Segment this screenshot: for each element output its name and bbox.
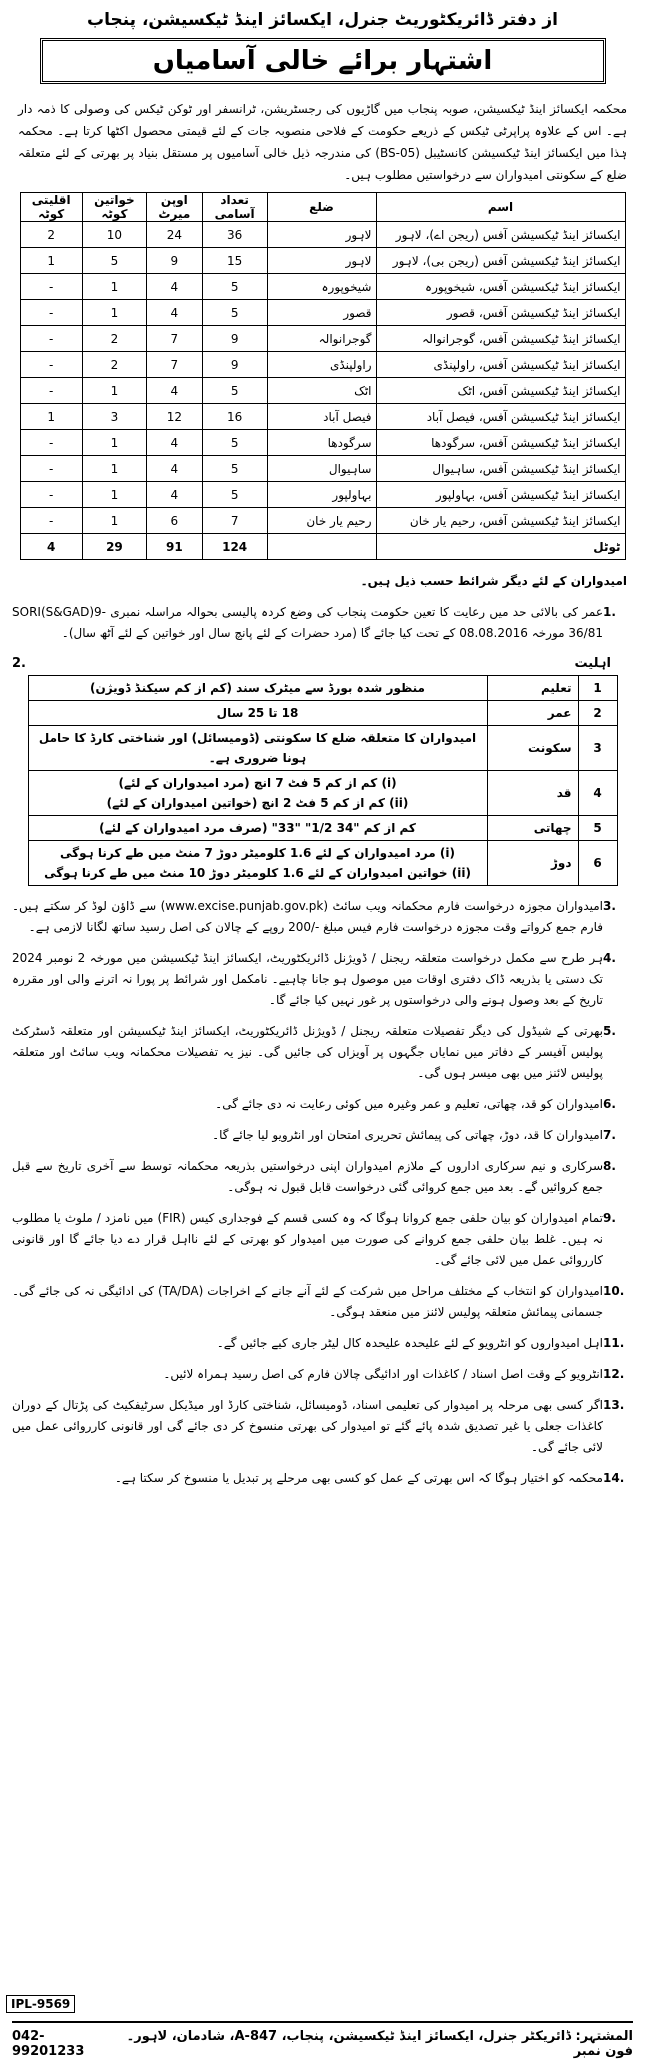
eligibility-detail bbox=[28, 771, 487, 816]
eligibility-title: اہلیت bbox=[574, 656, 611, 671]
cell-posts: 36 bbox=[202, 222, 267, 248]
total-women: 29 bbox=[82, 534, 146, 560]
eligibility-number: 6 bbox=[578, 841, 617, 886]
condition-text: امیدواران کو قد، چھاتی، تعلیم و عمر وغیرہ میں کوئی رعایت نہ دی جائے گی۔ bbox=[215, 1097, 603, 1111]
condition-item bbox=[12, 1156, 633, 1198]
eligibility-label: قد bbox=[487, 771, 578, 816]
cell-office: ایکسائز اینڈ ٹیکسیشن آفس، سرگودھا bbox=[376, 430, 625, 456]
cell-minority-quota: - bbox=[20, 274, 82, 300]
cell-minority-quota: - bbox=[20, 352, 82, 378]
cell-district: قصور bbox=[267, 300, 376, 326]
eligibility-detail-line: (i) مرد امیدواران کے لئے 1.6 کلومیٹر دوڑ 7 منٹ میں طے کرنا ہوگی bbox=[60, 846, 455, 860]
total-district bbox=[267, 534, 376, 560]
eligibility-row bbox=[28, 701, 617, 726]
cell-minority-quota: 1 bbox=[20, 248, 82, 274]
cell-posts: 5 bbox=[202, 456, 267, 482]
eligibility-number: 2 bbox=[578, 701, 617, 726]
cell-women-quota: 1 bbox=[82, 378, 146, 404]
condition-item bbox=[12, 1333, 633, 1354]
advertiser-footer bbox=[12, 2021, 633, 2059]
cell-district: اٹک bbox=[267, 378, 376, 404]
col-open-merit: اوپن میرٹ bbox=[146, 193, 202, 222]
vacancy-row bbox=[20, 404, 625, 430]
advertiser-text: المشتہر: ڈائریکٹر جنرل، ایکسائز اینڈ ٹیکسیشن، پنجاب، A-847، شادمان، لاہور۔ فون نمبر bbox=[126, 2029, 633, 2059]
cell-open-merit: 4 bbox=[146, 482, 202, 508]
cell-open-merit: 9 bbox=[146, 248, 202, 274]
condition-text: ہر طرح سے مکمل درخواست متعلقہ ریجنل / ڈویژنل ڈائریکٹوریٹ، ایکسائز اینڈ ٹیکسیشن میں مورخہ 2 نومبر 2024 تک دستی یا بذریعہ ڈاک دفتری اوقات میں موصول ہو جانا چاہیے۔ نامکمل اور شرائط پر پورا نہ اترنے والی اور مقررہ تاریخ کے بعد وصول ہونے والی درخواستوں پر غور نہیں کیا جائے گا۔ bbox=[12, 951, 603, 1007]
eligibility-label: عمر bbox=[487, 701, 578, 726]
eligibility-label: دوڑ bbox=[487, 841, 578, 886]
eligibility-label: سکونت bbox=[487, 726, 578, 771]
cell-posts: 9 bbox=[202, 352, 267, 378]
condition-item bbox=[12, 1468, 633, 1489]
vacancy-row bbox=[20, 352, 625, 378]
cell-district: سرگودھا bbox=[267, 430, 376, 456]
cell-minority-quota: - bbox=[20, 482, 82, 508]
condition-number: 11. bbox=[603, 1336, 625, 1350]
condition-text: سرکاری و نیم سرکاری اداروں کے ملازم امیدواران اپنی درخواستیں بذریعہ محکمانہ توسط سے آخری تاریخ سے قبل جمع کروائیں گے۔ بعد میں جمع کروائی گئی درخواست قابل قبول نہ ہوگی۔ bbox=[12, 1159, 603, 1194]
vacancy-row bbox=[20, 300, 625, 326]
condition-text: امیدواران مجوزہ درخواست فارم محکمانہ ویب سائٹ (www.excise.punjab.gov.pk) سے ڈاؤن لوڈ کر سکتے ہیں۔ فارم جمع کرواتے وقت مجوزہ درخواست فارم فیس مبلغ -/200 روپے کے چالان کی اصل رسید ساتھ لگانا لازمی ہے۔ bbox=[12, 899, 603, 934]
cell-office: ایکسائز اینڈ ٹیکسیشن آفس، راولپنڈی bbox=[376, 352, 625, 378]
cell-open-merit: 4 bbox=[146, 378, 202, 404]
total-posts: 124 bbox=[202, 534, 267, 560]
condition-text: امیدواران کو انتخاب کے مختلف مراحل میں شرکت کے لئے آنے جانے کے اخراجات (TA/DA) کی ادائیگی نہ کی جائے گی۔ جسمانی پیمائش متعلقہ پولیس لائنز میں منعقد ہوگی۔ bbox=[12, 1284, 603, 1319]
cell-open-merit: 7 bbox=[146, 352, 202, 378]
condition-item bbox=[12, 896, 633, 938]
condition-number: 12. bbox=[603, 1367, 625, 1381]
total-label: ٹوٹل bbox=[376, 534, 625, 560]
condition-number: 5. bbox=[603, 1024, 616, 1038]
issuer-header: از دفتر ڈائریکٹوریٹ جنرل، ایکسائز اینڈ ٹیکسیشن، پنجاب bbox=[86, 10, 559, 30]
cell-women-quota: 3 bbox=[82, 404, 146, 430]
eligibility-detail bbox=[28, 701, 487, 726]
cell-district: لاہور bbox=[267, 248, 376, 274]
intro-paragraph: محکمہ ایکسائز اینڈ ٹیکسیشن، صوبہ پنجاب میں گاڑیوں کی رجسٹریشن، ٹرانسفر اور ٹوکن ٹیکس کی وصولی کا ذمہ دار ہے۔ اس کے علاوہ پراپرٹی ٹیکس کے ذریعے حکومت کے فلاحی منصوبہ جات کے لئے قیمتی محصول اکٹھا کرتا ہے۔ محکمہ ہٰذا میں ایکسائز اینڈ ٹیکسیشن کانسٹیبل (BS-05) کی مندرجہ ذیل خالی آسامیوں پر مستقل بنیاد پر بھرتی کے لئے متعلقہ ضلع کے سکونتی امیدواران سے درخواستیں مطلوب ہیں۔ bbox=[18, 102, 627, 182]
col-district: ضلع bbox=[267, 193, 376, 222]
vacancy-row bbox=[20, 326, 625, 352]
cell-office: ایکسائز اینڈ ٹیکسیشن آفس، گوجرانوالہ bbox=[376, 326, 625, 352]
eligibility-detail-line: منظور شدہ بورڈ سے میٹرک سند (کم از کم سیکنڈ ڈویژن) bbox=[89, 681, 425, 695]
cell-women-quota: 1 bbox=[82, 430, 146, 456]
cell-open-merit: 4 bbox=[146, 274, 202, 300]
cell-posts: 16 bbox=[202, 404, 267, 430]
cell-posts: 9 bbox=[202, 326, 267, 352]
condition-number: 1. bbox=[603, 605, 616, 619]
cell-district: راولپنڈی bbox=[267, 352, 376, 378]
cell-posts: 5 bbox=[202, 300, 267, 326]
cell-posts: 5 bbox=[202, 378, 267, 404]
ipl-code: IPL-9569 bbox=[6, 1995, 75, 2013]
condition-item bbox=[12, 948, 633, 1011]
cell-minority-quota: - bbox=[20, 378, 82, 404]
condition-item bbox=[12, 602, 633, 644]
cell-open-merit: 12 bbox=[146, 404, 202, 430]
condition-number: 7. bbox=[603, 1128, 616, 1142]
cell-open-merit: 4 bbox=[146, 456, 202, 482]
eligibility-number: 3 bbox=[578, 726, 617, 771]
vacancy-row bbox=[20, 456, 625, 482]
eligibility-detail-line: امیدواران کا متعلقہ ضلع کا سکونتی (ڈومیسائل) اور شناختی کارڈ کا حامل ہونا ضروری ہے۔ bbox=[38, 731, 477, 765]
condition-number: 4. bbox=[603, 951, 616, 965]
eligibility-label: چھاتی bbox=[487, 816, 578, 841]
eligibility-detail bbox=[28, 676, 487, 701]
cell-posts: 5 bbox=[202, 274, 267, 300]
cell-women-quota: 5 bbox=[82, 248, 146, 274]
vacancy-row bbox=[20, 482, 625, 508]
condition-text: عمر کی بالائی حد میں رعایت کا تعین حکومت پنجاب کی وضع کردہ پالیسی بحوالہ مراسلہ نمبری SORI(S&GAD)9-36/81 مورخہ 08.08.2016 کے تحت کیا جائے گا (مرد حضرات کے لئے پانچ سال اور خواتین کے لئے آٹھ سال)۔ bbox=[12, 605, 603, 640]
eligibility-table bbox=[28, 675, 618, 886]
condition-number: 9. bbox=[603, 1211, 616, 1225]
total-minority: 4 bbox=[20, 534, 82, 560]
eligibility-detail bbox=[28, 726, 487, 771]
cell-minority-quota: - bbox=[20, 300, 82, 326]
cell-district: ساہیوال bbox=[267, 456, 376, 482]
cell-women-quota: 1 bbox=[82, 482, 146, 508]
cell-open-merit: 7 bbox=[146, 326, 202, 352]
cell-minority-quota: - bbox=[20, 430, 82, 456]
condition-text: محکمہ کو اختیار ہوگا کہ اس بھرتی کے عمل کو کسی بھی مرحلے پر تبدیل یا منسوخ کر سکتا ہے۔ bbox=[114, 1471, 603, 1485]
eligibility-detail-line: کم از کم "34 1/2" "33" (صرف مرد امیدواران کے لئے) bbox=[99, 821, 416, 835]
vacancy-total-row bbox=[20, 534, 625, 560]
col-posts: تعداد آسامی bbox=[202, 193, 267, 222]
vacancy-row bbox=[20, 248, 625, 274]
cell-women-quota: 2 bbox=[82, 326, 146, 352]
eligibility-number: 2. bbox=[12, 656, 26, 671]
cell-women-quota: 1 bbox=[82, 456, 146, 482]
eligibility-detail-line: (i) کم از کم 5 فٹ 7 انچ (مرد امیدواران کے لئے) bbox=[118, 776, 397, 790]
eligibility-row bbox=[28, 726, 617, 771]
condition-item bbox=[12, 1208, 633, 1271]
cell-office: ایکسائز اینڈ ٹیکسیشن آفس، ساہیوال bbox=[376, 456, 625, 482]
cell-open-merit: 4 bbox=[146, 430, 202, 456]
col-women-quota: خواتین کوٹہ bbox=[82, 193, 146, 222]
cell-district: گوجرانوالہ bbox=[267, 326, 376, 352]
advertiser-phone: 042-99201233 bbox=[12, 2029, 85, 2059]
cell-women-quota: 1 bbox=[82, 300, 146, 326]
cell-minority-quota: 1 bbox=[20, 404, 82, 430]
conditions-list bbox=[12, 896, 633, 1489]
cell-minority-quota: - bbox=[20, 508, 82, 534]
eligibility-detail bbox=[28, 816, 487, 841]
cell-women-quota: 1 bbox=[82, 508, 146, 534]
cell-minority-quota: - bbox=[20, 456, 82, 482]
eligibility-row bbox=[28, 841, 617, 886]
vacancy-row bbox=[20, 508, 625, 534]
eligibility-detail-line: 18 تا 25 سال bbox=[216, 706, 299, 720]
condition-number: 8. bbox=[603, 1159, 616, 1173]
eligibility-number: 1 bbox=[578, 676, 617, 701]
condition-item bbox=[12, 1094, 633, 1115]
cell-district: رحیم یار خان bbox=[267, 508, 376, 534]
cell-district: بہاولپور bbox=[267, 482, 376, 508]
advertisement-title-banner: اشتہار برائے خالی آسامیاں bbox=[40, 38, 606, 84]
eligibility-detail-line: (ii) کم از کم 5 فٹ 2 انچ (خواتین امیدواران کے لئے) bbox=[106, 796, 409, 810]
cell-women-quota: 10 bbox=[82, 222, 146, 248]
cell-district: شیخوپورہ bbox=[267, 274, 376, 300]
cell-posts: 5 bbox=[202, 430, 267, 456]
vacancy-row bbox=[20, 222, 625, 248]
eligibility-heading bbox=[12, 656, 611, 671]
condition-text: اگر کسی بھی مرحلہ پر امیدوار کی تعلیمی اسناد، ڈومیسائل، شناختی کارڈ اور میڈیکل سرٹیفکیٹ کی پڑتال کے دوران کاغذات جعلی یا غیر تصدیق شدہ پائے گئے تو امیدوار کی بھرتی منسوخ کر دی جائے گی اور قانونی کارروائی عمل میں لائی جائے گی۔ bbox=[12, 1398, 603, 1454]
vacancy-table bbox=[20, 192, 626, 560]
cell-posts: 7 bbox=[202, 508, 267, 534]
vacancy-row bbox=[20, 274, 625, 300]
cell-women-quota: 1 bbox=[82, 274, 146, 300]
cell-office: ایکسائز اینڈ ٹیکسیشن آفس (ریجن اے)، لاہور bbox=[376, 222, 625, 248]
condition-text: تمام امیدواران کو بیان حلفی جمع کروانا ہوگا کہ وہ کسی قسم کے فوجداری کیس (FIR) میں نامزد / ملوث یا مطلوب نہ ہیں۔ غلط بیان حلفی جمع کروانے کی صورت میں امیدوار کو بھرتی کے لئے نااہل قرار دے دیا جائے گا اور قانونی کارروائی عمل میں لائی جائے گی۔ bbox=[12, 1211, 603, 1267]
eligibility-detail-line: (ii) خواتین امیدواران کے لئے 1.6 کلومیٹر دوڑ 10 منٹ میں طے کرنا ہوگی bbox=[44, 866, 471, 880]
condition-text: امیدواران کا قد، دوڑ، چھاتی کی پیمائش تحریری امتحان اور انٹرویو لیا جائے گا۔ bbox=[212, 1128, 603, 1142]
vacancy-row bbox=[20, 378, 625, 404]
eligibility-row bbox=[28, 816, 617, 841]
condition-text: اہل امیدواروں کو انٹرویو کے لئے علیحدہ علیحدہ کال لیٹر جاری کیے جائیں گے۔ bbox=[216, 1336, 603, 1350]
cell-posts: 5 bbox=[202, 482, 267, 508]
cell-open-merit: 4 bbox=[146, 300, 202, 326]
condition-number: 14. bbox=[603, 1471, 625, 1485]
condition-item bbox=[12, 1281, 633, 1323]
cell-office: ایکسائز اینڈ ٹیکسیشن آفس، فیصل آباد bbox=[376, 404, 625, 430]
condition-number: 3. bbox=[603, 899, 616, 913]
cell-office: ایکسائز اینڈ ٹیکسیشن آفس، اٹک bbox=[376, 378, 625, 404]
eligibility-detail bbox=[28, 841, 487, 886]
condition-text: بھرتی کے شیڈول کی دیگر تفصیلات متعلقہ ریجنل / ڈویژنل ڈائریکٹوریٹ، ایکسائز اینڈ ٹیکسیشن اور متعلقہ ڈسٹرکٹ پولیس آفیسر کے دفاتر میں نمایاں جگہوں پر آویزاں کی جائیں گی۔ نیز یہ تفصیلات محکمانہ ویب سائٹ اور متعلقہ پولیس لائنز میں بھی میسر ہوں گی۔ bbox=[12, 1024, 603, 1080]
condition-item bbox=[12, 1021, 633, 1084]
cell-open-merit: 24 bbox=[146, 222, 202, 248]
cell-women-quota: 2 bbox=[82, 352, 146, 378]
cell-open-merit: 6 bbox=[146, 508, 202, 534]
condition-text: انٹرویو کے وقت اصل اسناد / کاغذات اور ادائیگی چالان فارم کی اصل رسید ہمراہ لائیں۔ bbox=[163, 1367, 603, 1381]
condition-item bbox=[12, 1395, 633, 1458]
cell-office: ایکسائز اینڈ ٹیکسیشن آفس، قصور bbox=[376, 300, 625, 326]
eligibility-number: 4 bbox=[578, 771, 617, 816]
vacancy-table-header bbox=[20, 193, 625, 222]
condition-number: 10. bbox=[603, 1284, 625, 1298]
eligibility-row bbox=[28, 676, 617, 701]
vacancy-row bbox=[20, 430, 625, 456]
cell-office: ایکسائز اینڈ ٹیکسیشن آفس، بہاولپور bbox=[376, 482, 625, 508]
total-open: 91 bbox=[146, 534, 202, 560]
col-office: اسم bbox=[376, 193, 625, 222]
cell-posts: 15 bbox=[202, 248, 267, 274]
condition-item bbox=[12, 1125, 633, 1146]
cell-office: ایکسائز اینڈ ٹیکسیشن آفس (ریجن بی)، لاہور bbox=[376, 248, 625, 274]
conditions-heading: امیدواران کے لئے دیگر شرائط حسب ذیل ہیں۔ bbox=[360, 574, 627, 588]
cell-minority-quota: - bbox=[20, 326, 82, 352]
cell-district: فیصل آباد bbox=[267, 404, 376, 430]
condition-number: 13. bbox=[603, 1398, 625, 1412]
col-minority-quota: اقلیتی کوٹہ bbox=[20, 193, 82, 222]
cell-district: لاہور bbox=[267, 222, 376, 248]
eligibility-row bbox=[28, 771, 617, 816]
eligibility-label: تعلیم bbox=[487, 676, 578, 701]
condition-item bbox=[12, 1364, 633, 1385]
cell-office: ایکسائز اینڈ ٹیکسیشن آفس، شیخوپورہ bbox=[376, 274, 625, 300]
cell-office: ایکسائز اینڈ ٹیکسیشن آفس، رحیم یار خان bbox=[376, 508, 625, 534]
eligibility-number: 5 bbox=[578, 816, 617, 841]
condition-number: 6. bbox=[603, 1097, 616, 1111]
cell-minority-quota: 2 bbox=[20, 222, 82, 248]
